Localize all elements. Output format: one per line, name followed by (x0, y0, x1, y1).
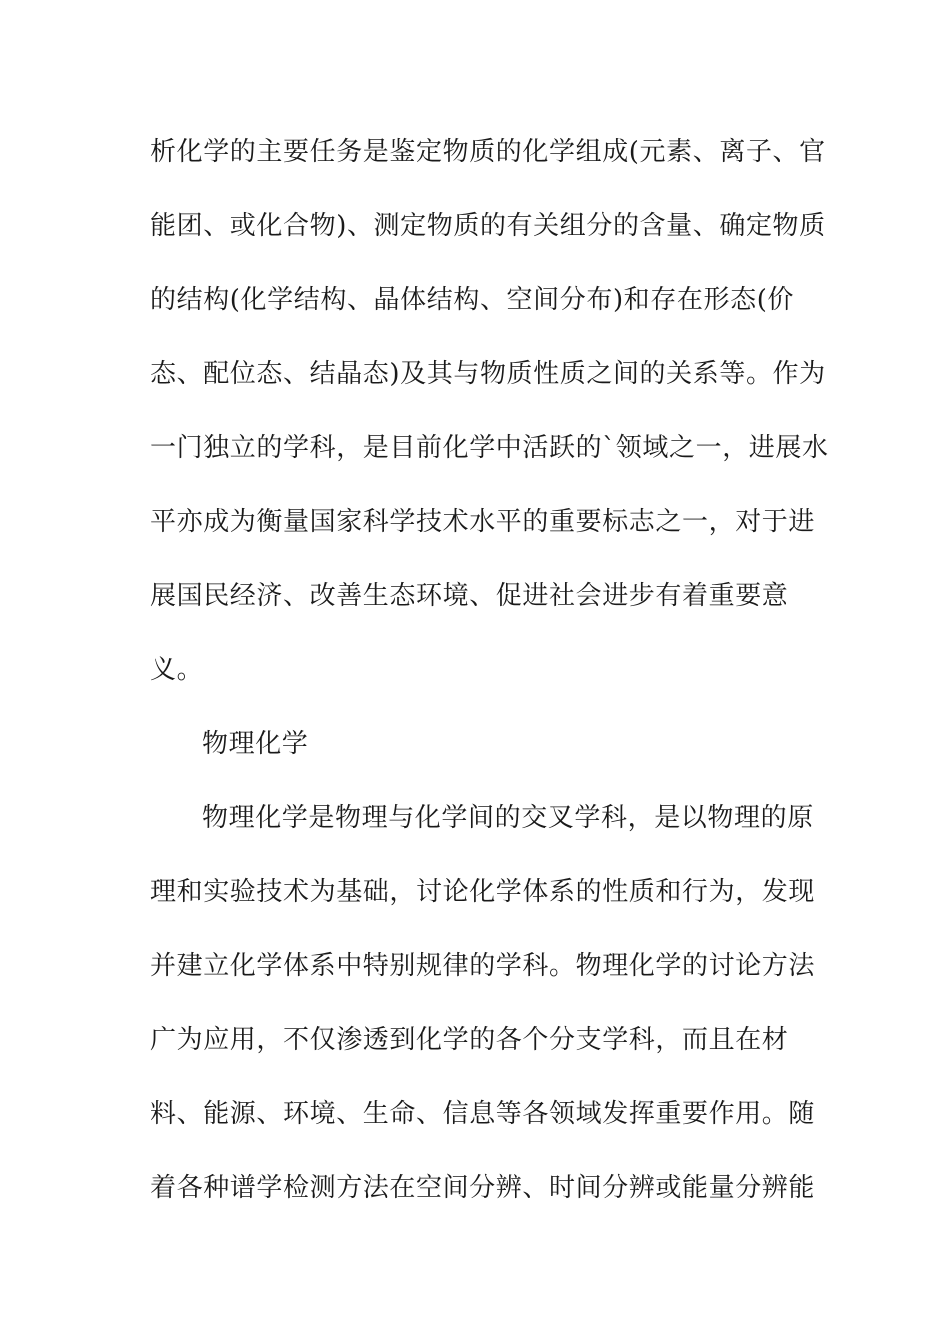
paragraph-line: 平亦成为衡量国家科学技术水平的重要标志之一，对于进 (150, 507, 816, 537)
paragraph-line: 并建立化学体系中特别规律的学科。物理化学的讨论方法 (150, 951, 816, 981)
document-body (150, 115, 829, 1225)
paragraph-line: 理和实验技术为基础，讨论化学体系的性质和行为，发现 (150, 877, 816, 907)
paragraph-line: 析化学的主要任务是鉴定物质的化学组成(元素、离子、官 (150, 137, 826, 167)
paragraph-line: 能团、或化合物)、测定物质的有关组分的含量、确定物质 (150, 211, 826, 241)
paragraph-line: 广为应用，不仅渗透到化学的各个分支学科，而且在材 (150, 1025, 789, 1055)
paragraph-line: 展国民经济、改善生态环境、促进社会进步有着重要意 (150, 581, 789, 611)
paragraph-line: 的结构(化学结构、晶体结构、空间分布)和存在形态(价 (150, 285, 795, 315)
paragraph-line: 料、能源、环境、生命、信息等各领域发挥重要作用。随 (150, 1099, 816, 1129)
paragraph-line: 着各种谱学检测方法在空间分辨、时间分辨或能量分辨能 (150, 1173, 816, 1203)
paragraph-line: 一门独立的学科，是目前化学中活跃的`领域之一，进展水 (150, 433, 829, 463)
paragraph-line: 物理化学是物理与化学间的交叉学科，是以物理的原 (202, 803, 814, 833)
paragraph-line: 态、配位态、结晶态)及其与物质性质之间的关系等。作为 (150, 359, 826, 389)
paragraph-line: 义。 (150, 655, 204, 685)
section-heading: 物理化学 (202, 729, 309, 759)
